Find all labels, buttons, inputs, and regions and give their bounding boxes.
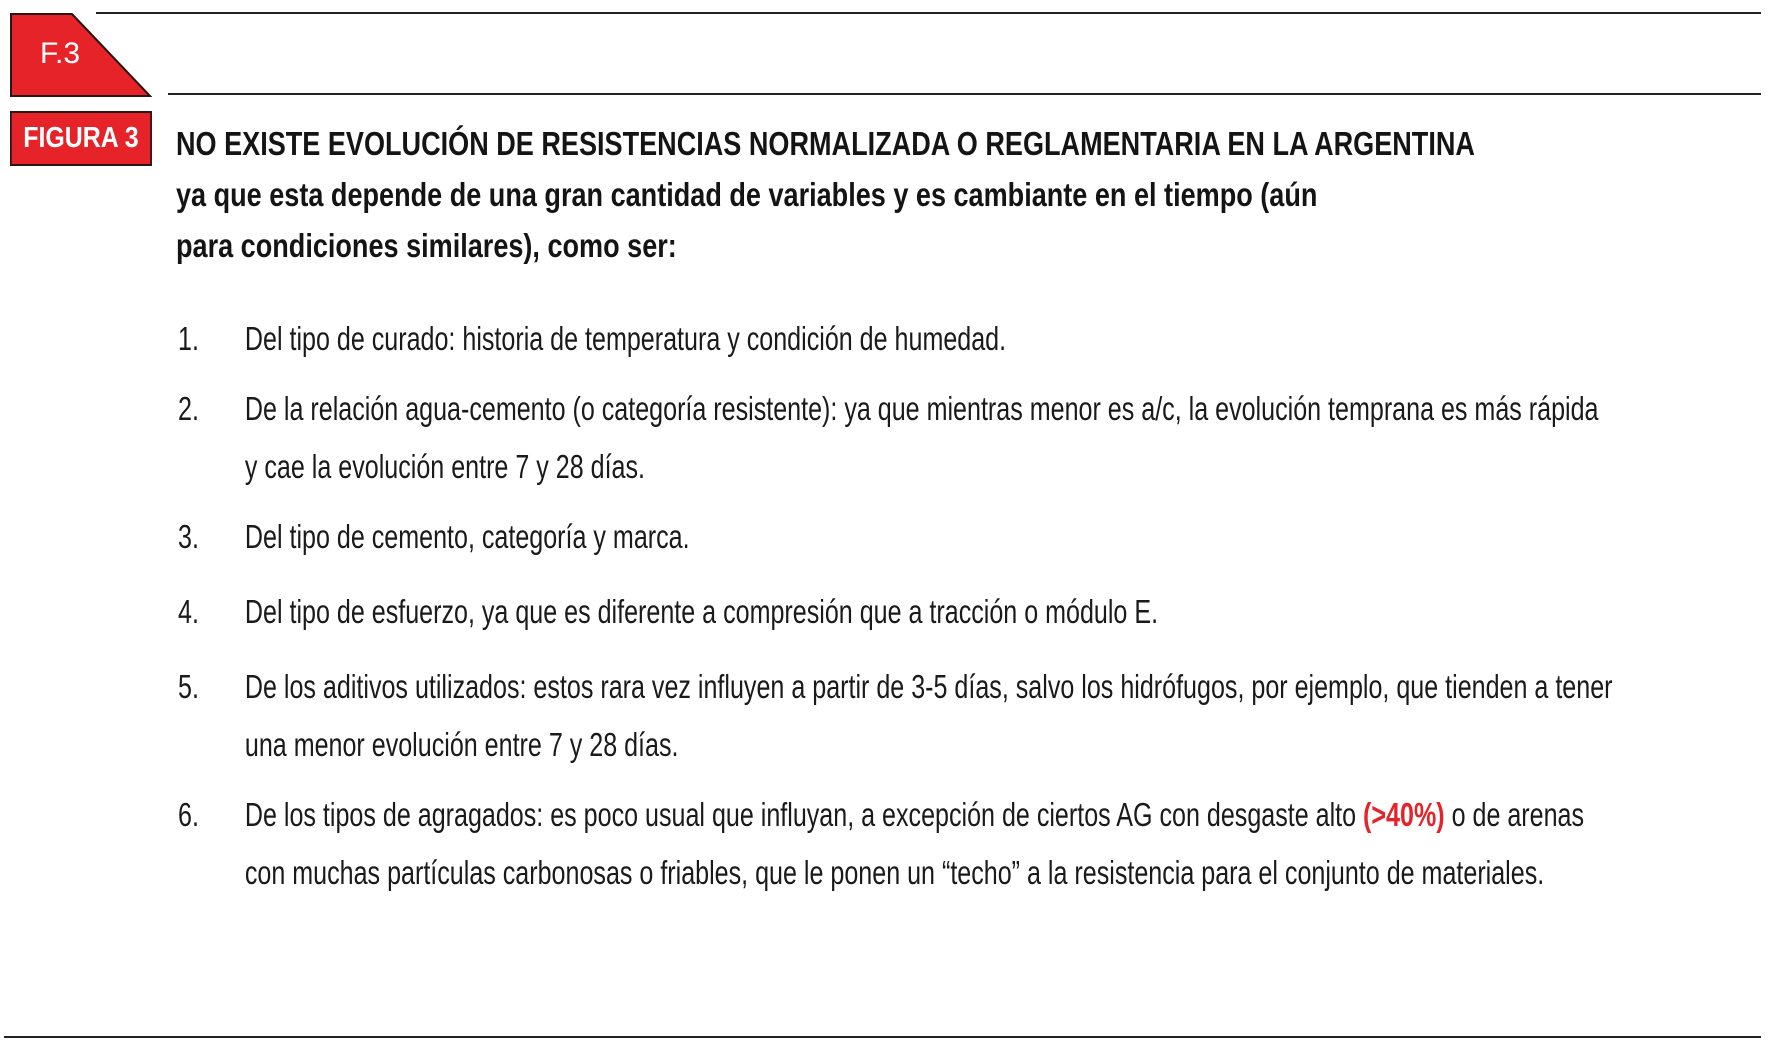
list-item <box>178 786 1585 902</box>
highlight-percentage: (>40%) <box>1363 796 1445 833</box>
top-rule <box>96 12 1761 14</box>
figure-heading <box>176 118 1475 271</box>
heading-line-2: ya que esta depende de una gran cantidad de variables y es cambiante en el tiempo (aún <box>176 176 1318 213</box>
list-item <box>178 380 1599 496</box>
list-item-text-continued: una menor evolución entre 7 y 28 días. <box>244 726 679 763</box>
list-item-text: Del tipo de esfuerzo, ya que es diferente a compresión que a tracción o módulo E. <box>244 593 1159 630</box>
list-item-number: 6. <box>178 796 199 833</box>
list-item-number: 5. <box>178 668 199 705</box>
list-item <box>178 583 1470 641</box>
list-item-text-continued: y cae la evolución entre 7 y 28 días. <box>244 448 646 485</box>
list-item-number: 3. <box>178 518 199 555</box>
list-item <box>178 508 1470 566</box>
heading-line-1: NO EXISTE EVOLUCIÓN DE RESISTENCIAS NORMALIZADA O REGLAMENTARIA EN LA ARGENTINA <box>176 125 1475 162</box>
list-item-number: 2. <box>178 390 199 427</box>
corner-tab-label: F.3 <box>40 37 81 70</box>
list-item-text-continued: con muchas partículas carbonosas o friables, que le ponen un “techo” a la resistencia para el conjunto de materiales. <box>244 854 1545 891</box>
list-item <box>178 658 1613 774</box>
list-item-number: 4. <box>178 593 199 630</box>
header-rule <box>168 93 1761 95</box>
list-item-text: De la relación agua-cemento (o categoría resistente): ya que mientras menor es a/c, la evolución temprana es más rápida <box>244 390 1599 427</box>
figure-badge: FIGURA 3 <box>10 111 152 166</box>
list-item-text <box>244 786 1585 844</box>
corner-tab-shape <box>10 13 152 97</box>
list-item-text-part: o de arenas <box>1444 796 1585 833</box>
list-item <box>178 310 1470 368</box>
figure-corner-tab <box>10 13 152 97</box>
heading-line-3: para condiciones similares), como ser: <box>176 227 677 264</box>
list-item-text: De los aditivos utilizados: estos rara vez influyen a partir de 3-5 días, salvo los hidrófugos, por ejemplo, que tienden a tener <box>244 668 1613 705</box>
list-item-text: Del tipo de curado: historia de temperatura y condición de humedad. <box>244 320 1007 357</box>
bottom-rule <box>4 1036 1761 1038</box>
list-item-text: Del tipo de cemento, categoría y marca. <box>244 518 690 555</box>
list-item-text-part: De los tipos de agragados: es poco usual que influyan, a excepción de ciertos AG con desgaste alto <box>244 796 1364 833</box>
list-item-number: 1. <box>178 320 199 357</box>
numbered-list <box>178 310 1613 902</box>
